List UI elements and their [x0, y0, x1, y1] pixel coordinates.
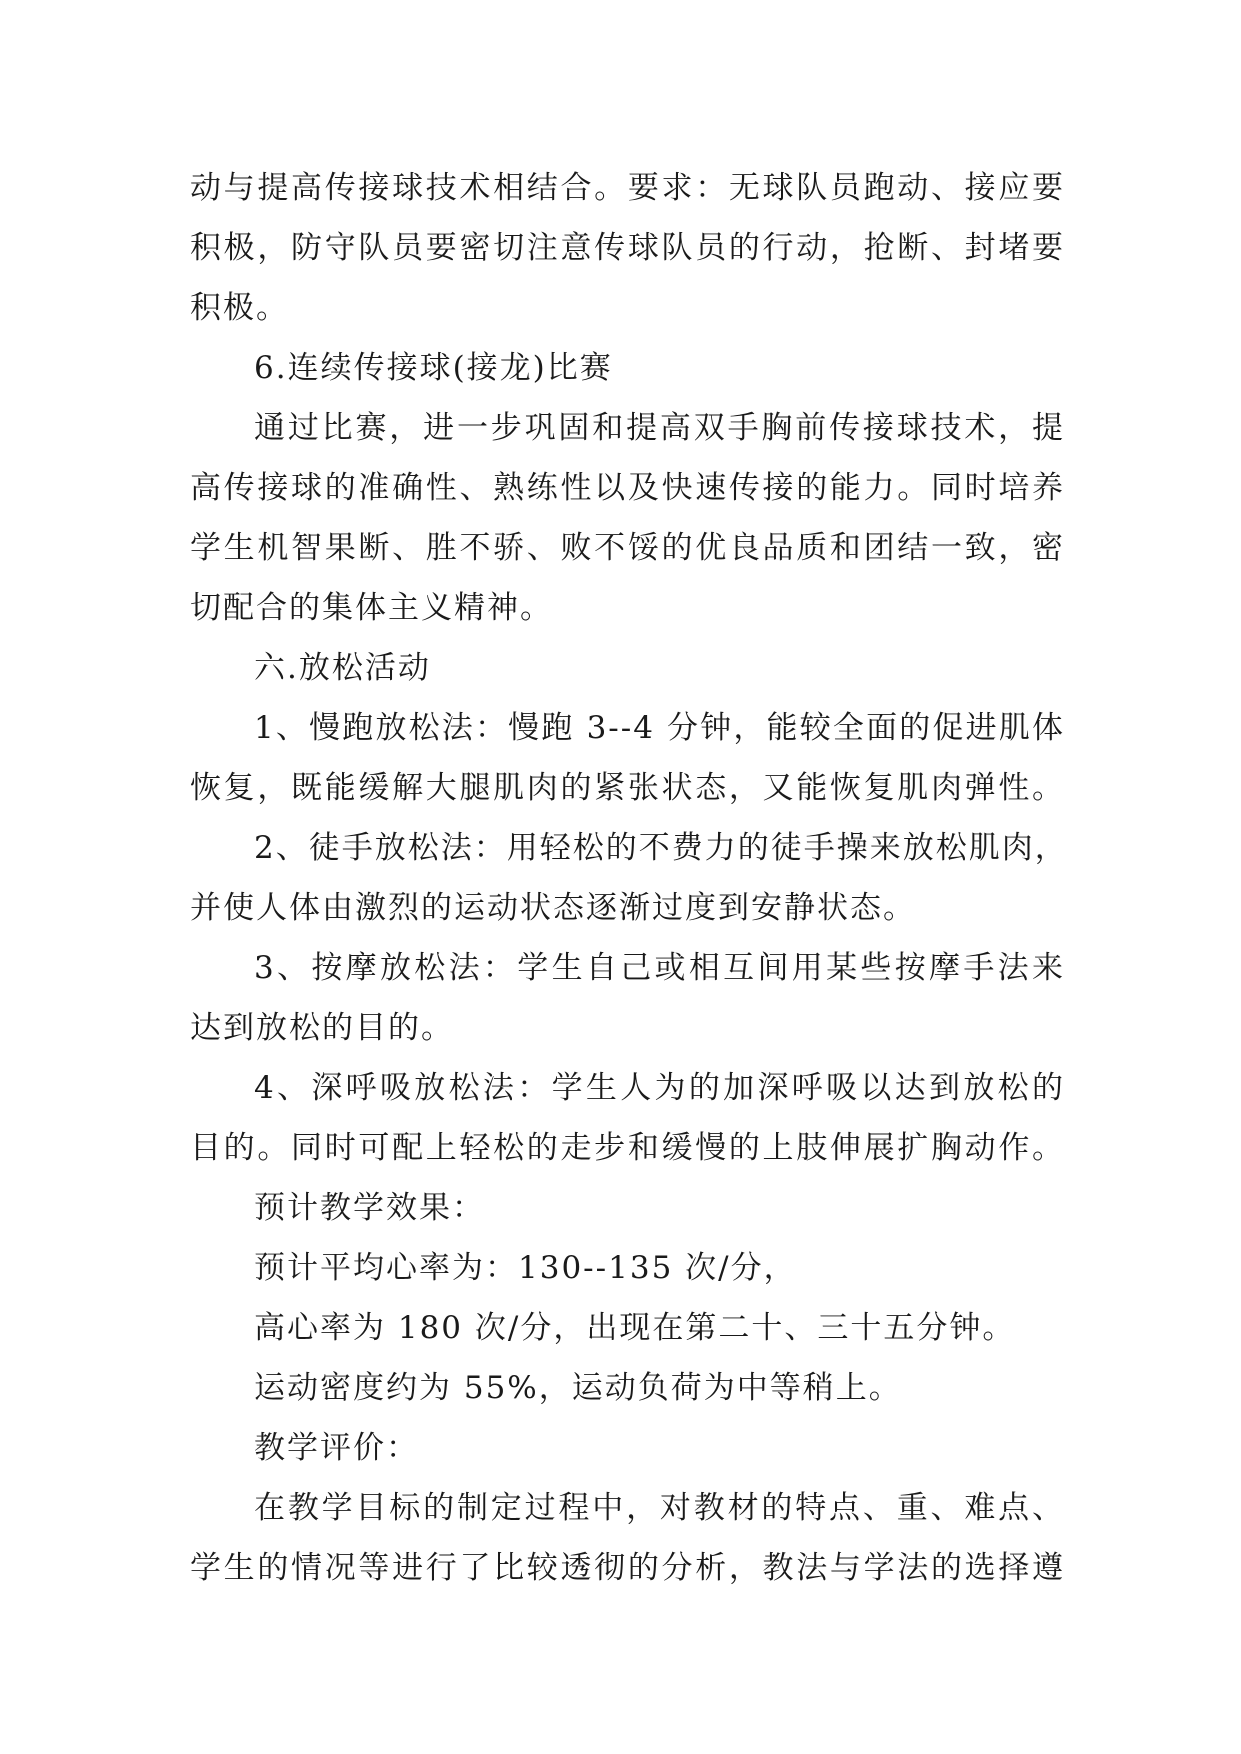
- text-line: 运动密度约为 55%，运动负荷为中等稍上。: [254, 1370, 902, 1406]
- text-line: 预计平均心率为：130--135 次/分，: [254, 1250, 797, 1286]
- text-line: 4、深呼吸放松法：学生人为的加深呼吸以达到放松的: [254, 1070, 1065, 1106]
- section-heading: 教学评价：: [254, 1430, 419, 1466]
- text-line: 动与提高传接球技术相结合。要求：无球队员跑动、接应要: [190, 170, 1065, 206]
- text-line: 并使人体由激烈的运动状态逐渐过度到安静状态。: [190, 890, 916, 926]
- section-heading: 6.连续传接球(接龙)比赛: [254, 350, 613, 386]
- section-heading: 六.放松活动: [254, 650, 431, 686]
- text-line: 高心率为 180 次/分，出现在第二十、三十五分钟。: [254, 1310, 1016, 1346]
- text-line: 学生的情况等进行了比较透彻的分析，教法与学法的选择遵: [190, 1550, 1065, 1586]
- text-line: 切配合的集体主义精神。: [190, 590, 553, 626]
- text-line: 在教学目标的制定过程中，对教材的特点、重、难点、: [254, 1490, 1065, 1526]
- text-line: 达到放松的目的。: [190, 1010, 454, 1046]
- text-line: 2、徒手放松法：用轻松的不费力的徒手操来放松肌肉，: [254, 830, 1068, 866]
- section-heading: 预计教学效果：: [254, 1190, 485, 1226]
- text-line: 积极，防守队员要密切注意传球队员的行动，抢断、封堵要: [190, 230, 1065, 266]
- text-line: 恢复，既能缓解大腿肌肉的紧张状态，又能恢复肌肉弹性。: [190, 770, 1065, 806]
- text-line: 3、按摩放松法：学生自己或相互间用某些按摩手法来: [254, 950, 1065, 986]
- document-body: [190, 158, 1068, 1598]
- text-line: 学生机智果断、胜不骄、败不馁的优良品质和团结一致，密: [190, 530, 1065, 566]
- text-line: 积极。: [190, 290, 289, 326]
- text-line: 高传接球的准确性、熟练性以及快速传接的能力。同时培养: [190, 470, 1065, 506]
- text-line: 通过比赛，进一步巩固和提高双手胸前传接球技术，提: [254, 410, 1065, 446]
- text-line: 1、慢跑放松法：慢跑 3--4 分钟，能较全面的促进肌体: [254, 710, 1065, 746]
- text-line: 目的。同时可配上轻松的走步和缓慢的上肢伸展扩胸动作。: [190, 1130, 1065, 1166]
